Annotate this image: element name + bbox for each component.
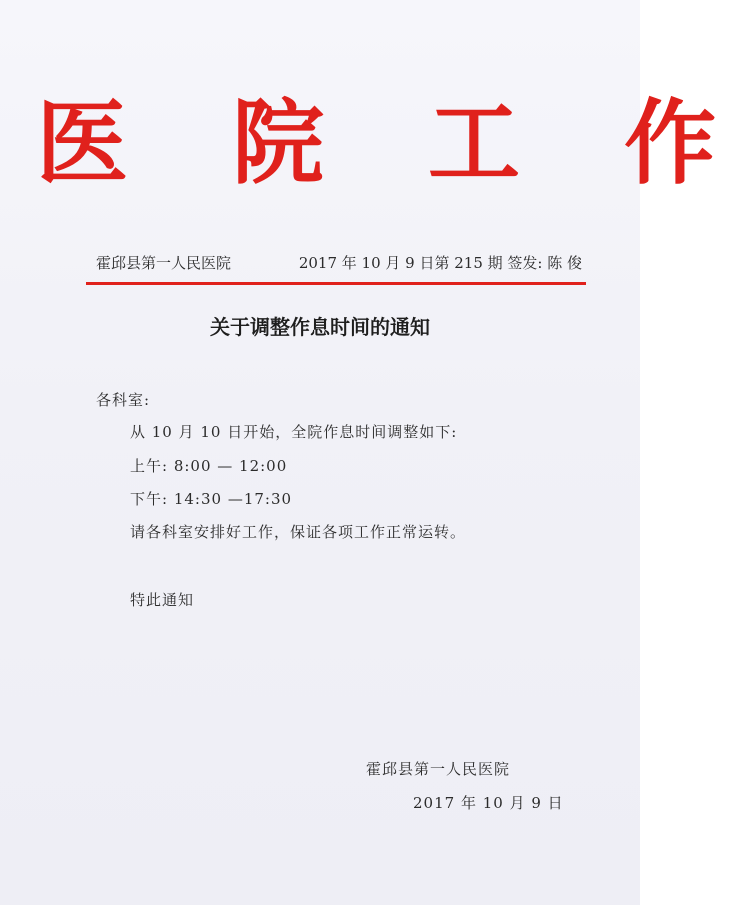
signature-date: 2017 年 10 月 9 日 (413, 794, 564, 812)
issue-info: 2017 年 10 月 9 日第 215 期 签发: 陈 俊 (298, 254, 582, 272)
notice-title: 关于调整作息时间的通知 (210, 315, 430, 339)
notice-line-start-date: 从 10 月 10 日开始，全院作息时间调整如下: (130, 423, 458, 441)
issue-meta-row (96, 250, 582, 276)
header-divider (86, 282, 586, 285)
closing-remark: 特此通知 (130, 591, 195, 609)
notice-line-instruction: 请各科室安排好工作，保证各项工作正常运转。 (130, 523, 467, 541)
issuer-name: 霍邱县第一人民医院 (96, 254, 232, 272)
notice-line-morning: 上午: 8:00 — 12:00 (130, 457, 288, 475)
notice-line-afternoon: 下午: 14:30 —17:30 (130, 490, 293, 508)
banner-title: 医 院 工 作 (36, 89, 752, 197)
signature-organization: 霍邱县第一人民医院 (366, 760, 511, 778)
addressee: 各科室: (96, 391, 151, 409)
